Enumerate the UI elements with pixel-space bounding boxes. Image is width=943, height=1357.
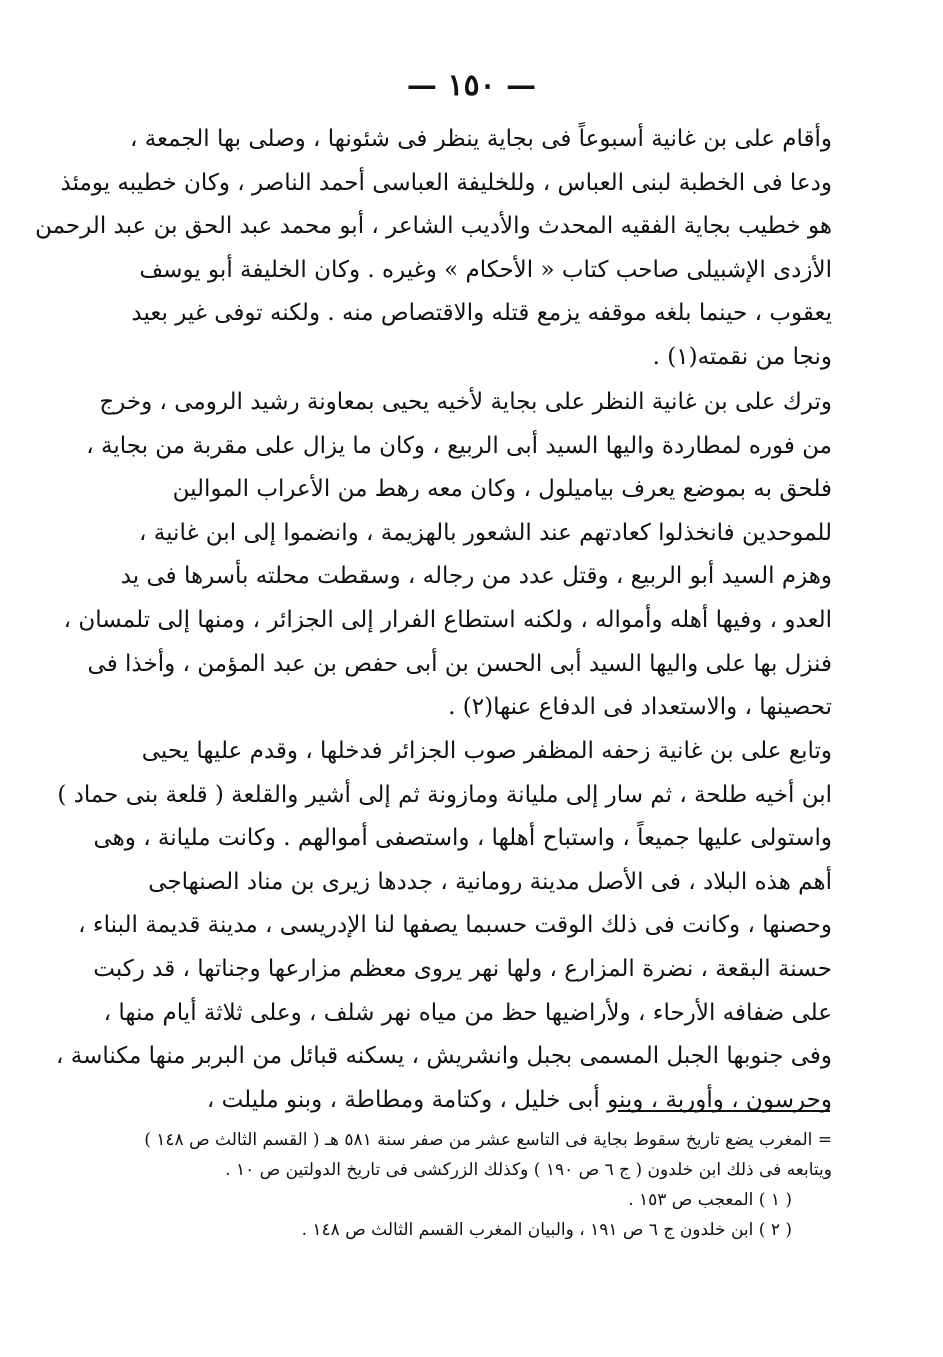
text-line: وتابع على بن غانية زحفه المظفر صوب الجزائر فدخلها ، وقدم عليها يحيى <box>141 738 832 764</box>
text-line: وأقام على بن غانية أسبوعاً فى بجاية ينظر فى شئونها ، وصلى بها الجمعة ، <box>129 126 832 152</box>
text-line: تحصينها ، والاستعداد فى الدفاع عنها(٢) . <box>448 694 832 721</box>
text-line: فنزل بها على واليها السيد أبى الحسن بن أبى حفص بن عبد المؤمن ، وأخذا فى <box>87 650 832 677</box>
footnotes <box>128 1125 832 1245</box>
text-line: العدو ، وفيها أهله وأمواله ، ولكنه استطاع الفرار إلى الجزائر ، ومنها إلى تلمسان ، <box>63 606 832 633</box>
text-line: يعقوب ، حينما بلغه موقفه يزمع قتله والاقتصاص منه . ولكنه توفى غير بعيد <box>131 300 832 327</box>
footnote-2: ( ٢ ) ابن خلدون ج ٦ ص ١٩١ ، والبيان المغرب القسم الثالث ص ١٤٨ . <box>301 1220 792 1240</box>
paragraph-1 <box>35 118 832 380</box>
text-line: ابن أخيه طلحة ، ثم سار إلى مليانة ومازونة ثم إلى أشير والقلعة ( قلعة بنى حماد ) <box>57 781 832 808</box>
text-line: من فوره لمطاردة واليها السيد أبى الربيع ، وكان ما يزال على مقربة من بجاية ، <box>86 432 832 459</box>
text-line: ونجا من نقمته(١) . <box>652 343 832 370</box>
text-line: ودعا فى الخطبة لبنى العباس ، وللخليفة العباسى أحمد الناصر ، وكان خطيبه يومئذ <box>60 169 832 196</box>
paragraph-2 <box>63 381 832 730</box>
text-line: هو خطيب بجاية الفقيه المحدث والأديب الشاعر ، أبو محمد عبد الحق بن عبد الرحمن <box>35 213 832 240</box>
text-line: حسنة البقعة ، نضرة المزارع ، ولها نهر يروى معظم مزارعها وجناتها ، قد ركبت <box>93 955 832 982</box>
footnote-divider <box>618 1110 830 1112</box>
text-line: للموحدين فانخذلوا كعادتهم عند الشعور بالهزيمة ، وانضموا إلى ابن غانية ، <box>139 519 832 546</box>
text-line: وحصنها ، وكانت فى ذلك الوقت حسبما يصفها لنا الإدريسى ، مدينة قديمة البناء ، <box>78 912 832 939</box>
footnote-1: ( ١ ) المعجب ص ١٥٣ . <box>628 1190 792 1210</box>
paragraph-3 <box>56 730 832 1122</box>
text-line: الأزدى الإشبيلى صاحب كتاب « الأحكام » وغيره . وكان الخليفة أبو يوسف <box>139 256 832 283</box>
text-line: وفى جنوبها الجبل المسمى بجبل وانشريش ، يسكنه قبائل من البربر منها مكناسة ، <box>56 1043 832 1070</box>
text-line: واستولى عليها جميعاً ، واستباح أهلها ، واستصفى أموالهم . وكانت مليانة ، وهى <box>93 825 832 852</box>
footnote-line: = المغرب يضع تاريخ سقوط بجاية فى التاسع عشر من صفر سنة ٥٨١ هـ ( القسم الثالث ص ١٤٨ ) <box>144 1130 832 1150</box>
text-line: وهزم السيد أبو الربيع ، وقتل عدد من رجاله ، وسقطت محلته بأسرها فى يد <box>120 563 832 590</box>
page-number: — ١٥٠ — <box>406 68 537 103</box>
text-line: أهم هذه البلاد ، فى الأصل مدينة رومانية ، جددها زيرى بن مناد الصنهاجى <box>148 868 832 895</box>
footnote-line: ويتابعه فى ذلك ابن خلدون ( ج ٦ ص ١٩٠ ) وكذلك الزركشى فى تاريخ الدولتين ص ١٠ . <box>225 1160 832 1180</box>
text-line: فلحق به بموضع يعرف بياميلول ، وكان معه رهط من الأعراب الموالين <box>172 476 832 503</box>
text-line: وحرسون ، وأوربة ، وبنو أبى خليل ، وكتامة ومطاطة ، وبنو مليلت ، <box>206 1086 832 1113</box>
text-line: على ضفافه الأرحاء ، ولأراضيها حظ من مياه نهر شلف ، وعلى ثلاثة أيام منها ، <box>103 999 832 1026</box>
text-line: وترك على بن غانية النظر على بجاية لأخيه يحيى بمعاونة رشيد الرومى ، وخرج <box>99 389 832 415</box>
